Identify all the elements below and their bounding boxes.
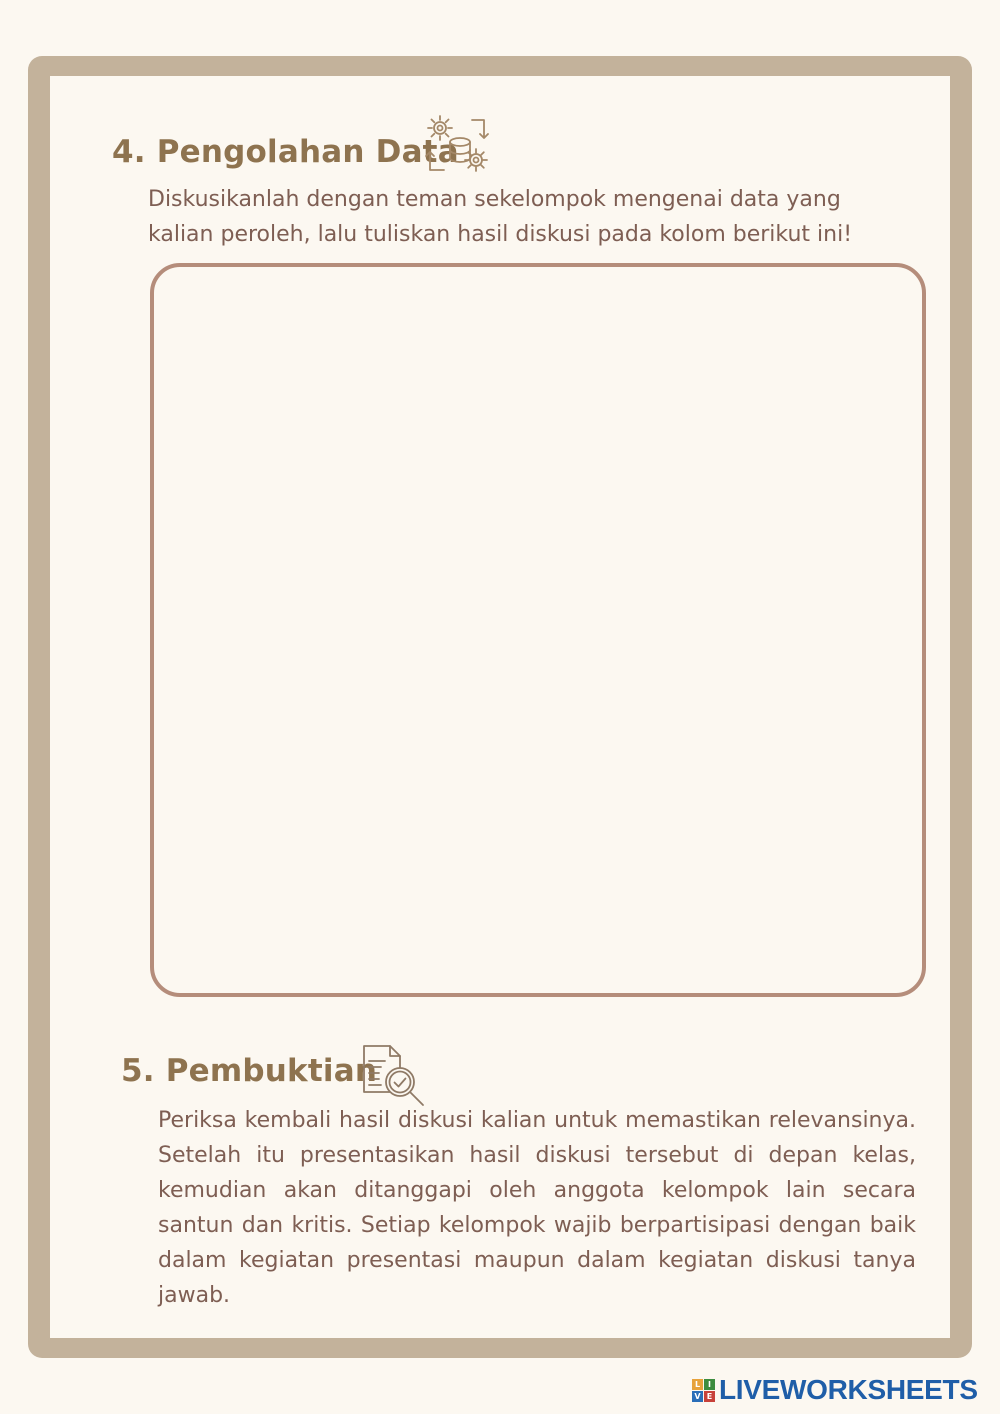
mark-letter: L bbox=[692, 1379, 703, 1390]
instruction-line-2: kalian peroleh, lalu tuliskan hasil diskusi pada kolom berikut ini! bbox=[148, 222, 853, 247]
answer-box[interactable] bbox=[150, 263, 926, 997]
liveworksheets-brand: LIVEWORKSHEETS bbox=[719, 1374, 978, 1405]
liveworksheets-logo[interactable] bbox=[692, 1375, 978, 1405]
data-processing-gears-icon bbox=[424, 112, 492, 178]
section-5-paragraph: Periksa kembali hasil diskusi kalian untuk memastikan relevansinya. Setelah itu presentasikan hasil diskusi tersebut di depan kelas, kemudian akan ditanggapi oleh anggota kelompok lain secara santun dan kritis. Setiap kelompok wajib berpartisipasi dengan baik dalam kegiatan presentasi maupun dalam kegiatan diskusi tanya jawab. bbox=[158, 1108, 916, 1308]
section-5-title: 5. Pembuktian bbox=[121, 1053, 378, 1089]
mark-letter: V bbox=[692, 1391, 703, 1402]
section-4-title: 4. Pengolahan Data bbox=[112, 134, 459, 170]
mark-letter: I bbox=[704, 1379, 715, 1390]
mark-letter: E bbox=[704, 1391, 715, 1402]
liveworksheets-mark-icon bbox=[692, 1379, 715, 1402]
section-4-instruction bbox=[148, 182, 938, 252]
instruction-line-1: Diskusikanlah dengan teman sekelompok mengenai data yang bbox=[148, 187, 841, 212]
document-magnifier-check-icon bbox=[360, 1043, 428, 1109]
